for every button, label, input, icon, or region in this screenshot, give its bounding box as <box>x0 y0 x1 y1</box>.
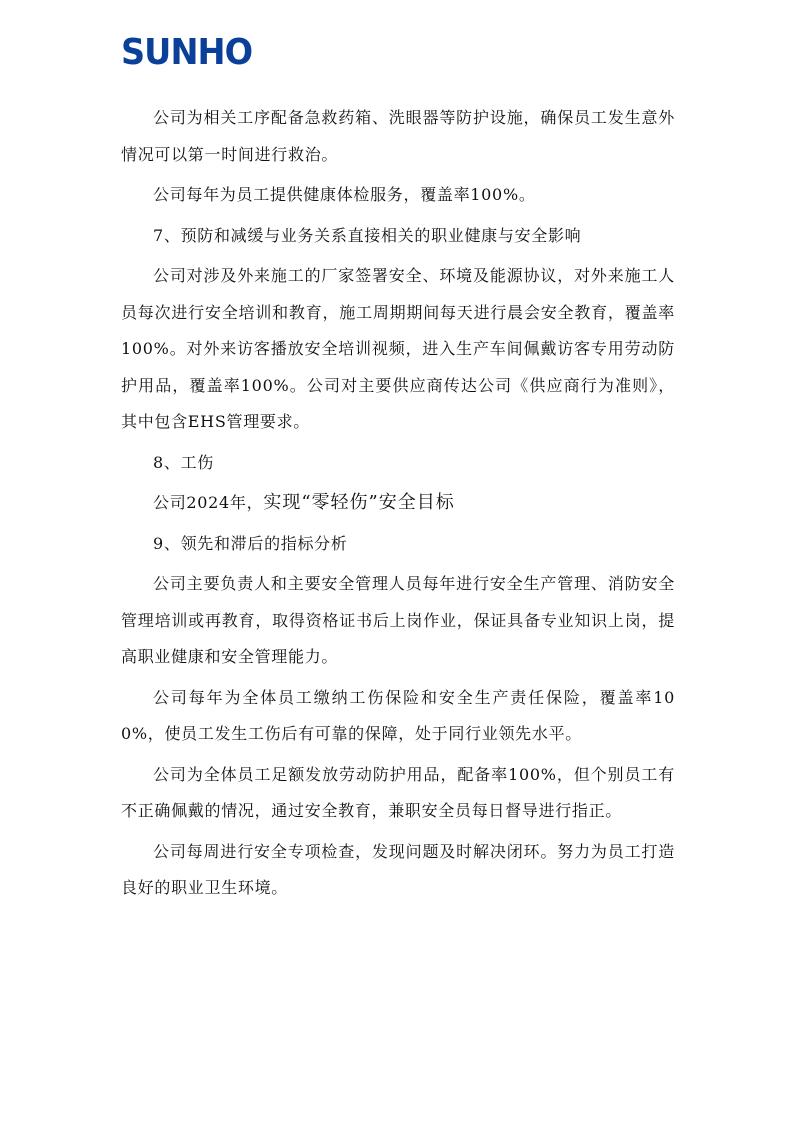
section-heading-9: 9、领先和滞后的指标分析 <box>153 533 348 553</box>
paragraph-safety-target <box>121 485 675 522</box>
paragraph-weekly-inspection: 公司每周进行安全专项检查，发现问题及时解决闭环。努力为员工打造良好的职业卫生环境。 <box>121 841 675 897</box>
document-body <box>121 100 675 907</box>
target-goal: 实现“零轻伤”安全目标 <box>263 492 455 513</box>
paragraph-first-aid: 公司为相关工序配备急救药箱、洗眼器等防护设施，确保员工发生意外情况可以第一时间进行救治。 <box>121 108 675 164</box>
target-prefix: 公司2024年， <box>153 493 264 512</box>
paragraph-protective-equipment: 公司为全体员工足额发放劳动防护用品，配备率100%，但个别员工有不正确佩戴的情况，通过安全教育，兼职安全员每日督导进行指正。 <box>121 764 675 820</box>
section-heading-7: 7、预防和减缓与业务关系直接相关的职业健康与安全影响 <box>153 225 582 245</box>
paragraph-health-check: 公司每年为员工提供健康体检服务，覆盖率100%。 <box>153 185 536 204</box>
paragraph-contractor-safety: 公司对涉及外来施工的厂家签署安全、环境及能源协议，对外来施工人员每次进行安全培训和教育，施工周期期间每天进行晨会安全教育，覆盖率100%。对外来访客播放安全培训视频，进入生产车间佩戴访客专用劳动防护用品，覆盖率100%。公司对主要供应商传达公司《供应商行为准则》，其中包含EHS管理要求。 <box>121 266 675 431</box>
paragraph-management-training: 公司主要负责人和主要安全管理人员每年进行安全生产管理、消防安全管理培训或再教育，取得资格证书后上岗作业，保证具备专业知识上岗，提高职业健康和安全管理能力。 <box>121 574 675 666</box>
company-logo: SUNHO <box>121 32 253 73</box>
paragraph-insurance: 公司每年为全体员工缴纳工伤保险和安全生产责任保险，覆盖率100%，使员工发生工伤后有可靠的保障，处于同行业领先水平。 <box>121 687 675 743</box>
section-heading-8: 8、工伤 <box>153 452 214 472</box>
